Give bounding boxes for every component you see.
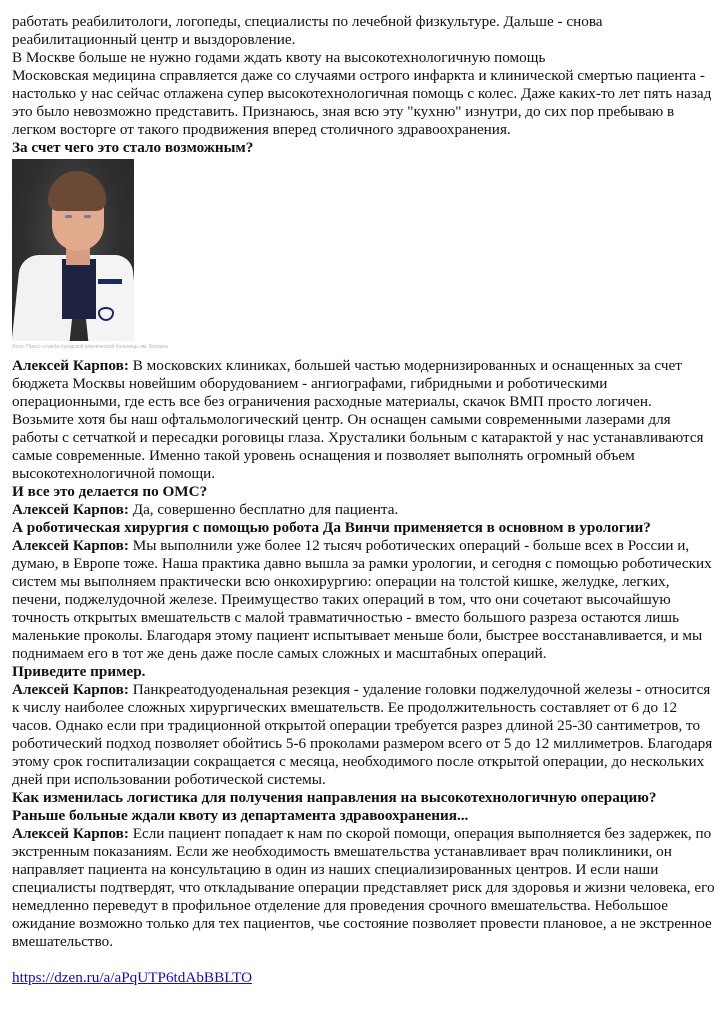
intro-paragraph: Московская медицина справляется даже со случаями острого инфаркта и клинической смертью пациента - настолько у нас сейчас отлажена супер высокотехнологичная помощь с колес. Даже каких-то лет пять назад это было невозможно представить. Признаюсь, зная всю эту "кухню" изнутри, до сих пор пребываю в легком восторге от такого продвижения вперед столичного здравоохранения. bbox=[12, 67, 712, 138]
question-3: А роботическая хирургия с помощью робота Да Винчи применяется в основном в урологии? bbox=[12, 519, 651, 536]
answer-1 bbox=[12, 357, 716, 483]
portrait-photo bbox=[12, 159, 134, 341]
speaker-name: Алексей Карпов: bbox=[12, 681, 129, 698]
answer-3 bbox=[12, 537, 716, 663]
speaker-name: Алексей Карпов: bbox=[12, 537, 129, 554]
speaker-name: Алексей Карпов: bbox=[12, 501, 129, 518]
photo-caption: Фото: Пресс-служба городской клинической больницы им. Боткина bbox=[12, 344, 168, 350]
answer-2 bbox=[12, 501, 716, 519]
article-body bbox=[12, 13, 716, 987]
answer-5 bbox=[12, 825, 716, 951]
answer-text: Да, совершенно бесплатно для пациента. bbox=[128, 501, 399, 518]
intro-paragraph: работать реабилитологи, логопеды, специалисты по лечебной физкультуре. Дальше - снова реабилитационный центр и выздоровление. bbox=[12, 13, 603, 48]
photo-figure bbox=[12, 159, 716, 351]
speaker-name: Алексей Карпов: bbox=[12, 357, 129, 374]
source-link[interactable]: https://dzen.ru/a/aPqUTP6tdAbBBLTO bbox=[12, 969, 253, 986]
question-2: И все это делается по ОМС? bbox=[12, 483, 208, 500]
question-1: За счет чего это стало возможным? bbox=[12, 139, 254, 156]
question-5-continued: Раньше больные ждали квоту из департамента здравоохранения... bbox=[12, 807, 469, 824]
speaker-name: Алексей Карпов: bbox=[12, 825, 129, 842]
answer-text: Если пациент попадает к нам по скорой помощи, операция выполняется без задержек, по экстренным показаниям. Если же необходимость вмешательства устанавливает врач поликлиники, он направляет пациента на консультацию в один из наших специализированных центров. И если наши специалисты подтвердят, что откладывание операции представляет риск для здоровья и жизни человека, его немедленно переведут в профильное отделение для проведения срочного вмешательства. Небольшое ожидание возможно только для тех пациентов, чье состояние позволяет провести плановое, а не экстренное вмешательство. bbox=[12, 825, 715, 950]
answer-4 bbox=[12, 681, 716, 789]
answer-text: Панкреатодуоденальная резекция - удаление головки поджелудочной железы - относится к числу наиболее сложных хирургических вмешательств. Ее продолжительность составляет от 6 до 12 часов. Однако если при традиционной открытой операции требуется разрез длиной 25-30 сантиметров, то роботический подход позволяет обойтись 5-6 проколами размером всего от 5 до 12 миллиметров. Благодаря этому срок госпитализации сокращается с месяца, необходимого после открытой операции, до нескольких дней при использовании роботической системы. bbox=[12, 681, 713, 788]
answer-text: В московских клиниках, большей частью модернизированных и оснащенных за счет бюджета Москвы новейшим оборудованием - ангиографами, гибридными и роботическими операционными, где есть все без ограничения расходные материалы, скачок ВМП просто логичен. Возьмите хотя бы наш офтальмологический центр. Он оснащен самыми современными лазерами для работы с сетчаткой и пересадки роговицы глаза. Хрусталики больным с катарактой у нас устанавливаются самые современные. Именно такой уровень оснащения и позволяет выполнять огромный объем высокотехнологичной помощи. bbox=[12, 357, 704, 482]
photo-eye-left bbox=[65, 215, 72, 218]
answer-text: Мы выполнили уже более 12 тысяч роботических операций - больше всех в России и, думаю, в Европе тоже. Наша практика давно вышла за рамки урологии, и сегодня с помощью роботических систем мы выполняем практически всю онкохирургию: операции на толстой кишке, желудке, легких, печени, поджелудочной железе. Преимущество таких операций в том, что они сочетают высочайшую точность открытых вмешательств с малой травматичностью - вместо большого разреза остаются лишь маленькие проколы. Благодаря этому пациент испытывает меньше боли, быстрее восстанавливается, и мы поднимаем его в тот же день даже после самых сложных и масштабных операций. bbox=[12, 537, 712, 662]
question-4: Приведите пример. bbox=[12, 663, 146, 680]
question-5: Как изменилась логистика для получения направления на высокотехнологичную операцию? bbox=[12, 789, 657, 806]
subheading: В Москве больше не нужно годами ждать квоту на высокотехнологичную помощь bbox=[12, 49, 546, 66]
photo-pocket bbox=[98, 279, 122, 284]
photo-eye-right bbox=[84, 215, 91, 218]
source-line bbox=[12, 969, 716, 987]
photo-shirt bbox=[62, 259, 96, 319]
photo-hair bbox=[48, 171, 106, 211]
